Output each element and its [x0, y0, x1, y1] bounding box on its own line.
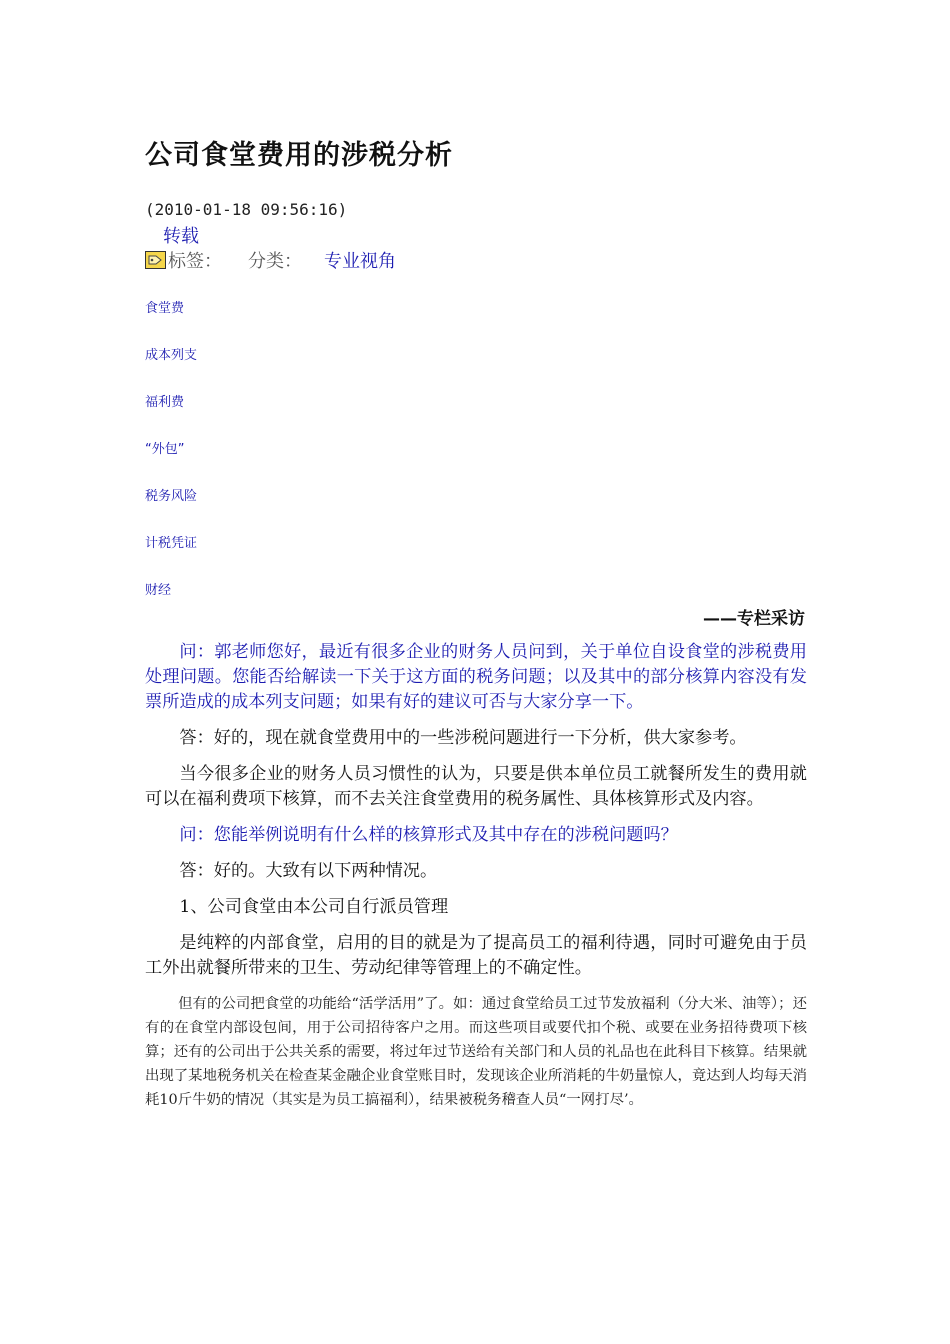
- article-meta: [145, 248, 396, 272]
- tag-link[interactable]: 成本列支: [145, 348, 198, 363]
- tag-icon: [145, 251, 166, 269]
- tag-link[interactable]: 财经: [145, 583, 172, 598]
- article-title: 公司食堂费用的涉税分析: [145, 140, 453, 171]
- category-label: 分类：: [248, 251, 302, 272]
- tag-link[interactable]: “外包”: [145, 442, 185, 457]
- article-date: (2010-01-18 09:56:16): [145, 200, 348, 219]
- column-note: ——专栏采访: [703, 609, 805, 629]
- answer-paragraph: 答：好的，现在就食堂费用中的一些涉税问题进行一下分析，供大家参考。: [179, 728, 747, 748]
- tags-label: 标签：: [168, 251, 222, 272]
- body-paragraph: 但有的公司把食堂的功能给“活学活用”了。如：通过食堂给员工过节发放福利（分大米、油等）；还有的在食堂内部设包间，用于公司招待客户之用。而这些项目或要代扣个税、或要在业务招待费项下核算；还有的公司出于公共关系的需要，将过年过节送给有关部门和人员的礼品也在此科目下核算。结果就出现了某地税务机关在检查某金融企业食堂账目时，发现该企业所消耗的牛奶量惊人，竟达到人均每天消耗10斤牛奶的情况（其实是为员工搞福利），结果被税务稽查人员“一网打尽’。: [145, 996, 807, 1108]
- section-heading: 1、公司食堂由本公司自行派员管理: [179, 897, 449, 917]
- category-link[interactable]: 专业视角: [324, 251, 396, 272]
- body-paragraph: 当今很多企业的财务人员习惯性的认为，只要是供本单位员工就餐所发生的费用就可以在福利费项下核算，而不去关注食堂费用的税务属性、具体核算形式及内容。: [145, 764, 807, 809]
- tag-link[interactable]: 福利费: [145, 395, 185, 410]
- body-paragraph: 是纯粹的内部食堂，启用的目的就是为了提高员工的福利待遇，同时可避免由于员工外出就餐所带来的卫生、劳动纪律等管理上的不确定性。: [145, 933, 807, 978]
- question-paragraph: 问：郭老师您好，最近有很多企业的财务人员问到，关于单位自设食堂的涉税费用处理问题。您能否给解读一下关于这方面的税务问题；以及其中的部分核算内容没有发票所造成的成本列支问题；如果有好的建议可否与大家分享一下。: [145, 642, 807, 712]
- repost-link[interactable]: 转载: [163, 226, 199, 247]
- article-body: [145, 640, 807, 1112]
- tag-link[interactable]: 食堂费: [145, 301, 185, 316]
- tag-link[interactable]: 计税凭证: [145, 536, 198, 551]
- question-paragraph: 问：您能举例说明有什么样的核算形式及其中存在的涉税问题吗？: [179, 825, 678, 845]
- answer-paragraph: 答：好的。大致有以下两种情况。: [179, 861, 438, 881]
- tag-link[interactable]: 税务风险: [145, 489, 198, 504]
